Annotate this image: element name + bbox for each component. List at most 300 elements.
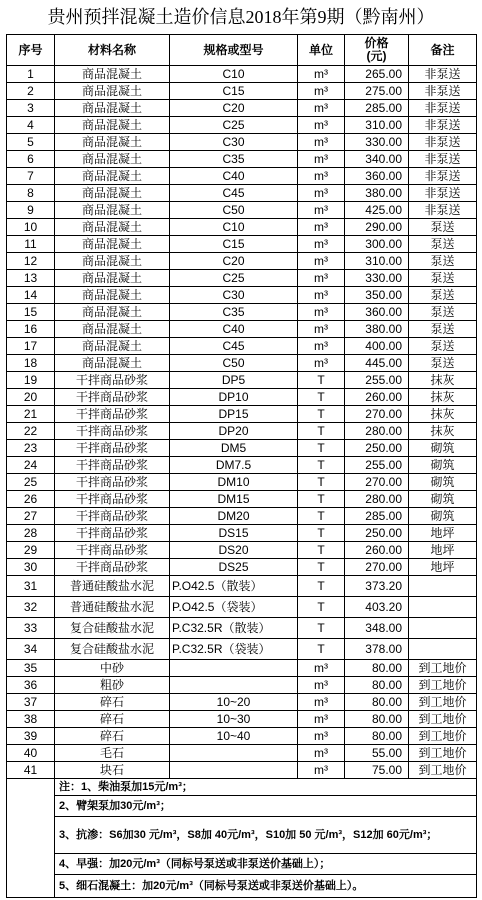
cell-name: 商品混凝土 [55,236,170,253]
cell-spec: DP15 [170,406,298,423]
cell-no: 20 [7,389,55,406]
cell-no: 26 [7,491,55,508]
table-row [7,202,477,219]
table-row [7,236,477,253]
cell-note: 地坪 [409,559,477,576]
cell-no: 11 [7,236,55,253]
table-row [7,745,477,762]
cell-price: 330.00 [345,134,409,151]
table-row [7,66,477,83]
cell-spec: DS20 [170,542,298,559]
cell-name: 干拌商品砂浆 [55,406,170,423]
cell-spec: DM10 [170,474,298,491]
table-row [7,185,477,202]
table-row [7,219,477,236]
table-row [7,491,477,508]
cell-no: 16 [7,321,55,338]
cell-no: 15 [7,304,55,321]
note-row [7,779,477,796]
cell-spec: C40 [170,168,298,185]
cell-spec: C35 [170,151,298,168]
cell-spec [170,745,298,762]
table-row [7,660,477,677]
cell-note: 砌筑 [409,457,477,474]
cell-note: 非泵送 [409,168,477,185]
cell-name: 干拌商品砂浆 [55,372,170,389]
cell-name: 干拌商品砂浆 [55,559,170,576]
cell-spec: DM20 [170,508,298,525]
cell-price: 80.00 [345,677,409,694]
cell-price: 300.00 [345,236,409,253]
table-row [7,338,477,355]
cell-no: 17 [7,338,55,355]
cell-no: 35 [7,660,55,677]
cell-spec: 10~20 [170,694,298,711]
table-row [7,525,477,542]
cell-unit: m³ [298,711,345,728]
table-row [7,134,477,151]
cell-no: 10 [7,219,55,236]
table-row [7,321,477,338]
cell-unit: m³ [298,100,345,117]
cell-spec: P.C32.5R（散装） [170,618,298,639]
cell-unit: m³ [298,66,345,83]
cell-note: 砌筑 [409,440,477,457]
cell-unit: T [298,406,345,423]
cell-unit: m³ [298,321,345,338]
cell-name: 商品混凝土 [55,83,170,100]
cell-unit: T [298,372,345,389]
table-row [7,576,477,597]
table-row [7,542,477,559]
cell-no: 28 [7,525,55,542]
cell-no: 1 [7,66,55,83]
cell-note [409,618,477,639]
cell-name: 碎石 [55,694,170,711]
cell-name: 干拌商品砂浆 [55,389,170,406]
cell-spec [170,677,298,694]
cell-unit: m³ [298,236,345,253]
cell-no: 29 [7,542,55,559]
cell-no: 8 [7,185,55,202]
cell-no: 4 [7,117,55,134]
cell-unit: m³ [298,728,345,745]
cell-no: 24 [7,457,55,474]
cell-name: 复合硅酸盐水泥 [55,618,170,639]
cell-unit: T [298,508,345,525]
cell-note: 泵送 [409,338,477,355]
cell-spec: DP10 [170,389,298,406]
cell-name: 干拌商品砂浆 [55,542,170,559]
cell-unit: T [298,618,345,639]
cell-name: 干拌商品砂浆 [55,423,170,440]
cell-name: 商品混凝土 [55,253,170,270]
cell-unit: T [298,389,345,406]
cell-no: 41 [7,762,55,779]
cell-spec: C30 [170,287,298,304]
cell-unit: m³ [298,134,345,151]
cell-note: 非泵送 [409,151,477,168]
cell-price: 280.00 [345,423,409,440]
cell-spec: DP5 [170,372,298,389]
cell-spec: C10 [170,66,298,83]
cell-note: 抹灰 [409,389,477,406]
cell-price: 400.00 [345,338,409,355]
note-row [7,817,477,854]
note-1: 注：1、柴油泵加15元/m³； [55,779,477,796]
cell-spec: P.O42.5（散装） [170,576,298,597]
cell-note: 砌筑 [409,508,477,525]
cell-name: 碎石 [55,728,170,745]
cell-name: 干拌商品砂浆 [55,491,170,508]
note-5: 5、细石混凝土：加20元/m³（同标号泵送或非泵送价基础上）。 [55,875,477,898]
cell-name: 干拌商品砂浆 [55,457,170,474]
cell-note: 泵送 [409,355,477,372]
cell-price: 373.20 [345,576,409,597]
cell-name: 商品混凝土 [55,66,170,83]
cell-no: 27 [7,508,55,525]
cell-unit: m³ [298,745,345,762]
cell-unit: T [298,440,345,457]
cell-note: 到工地价 [409,745,477,762]
cell-name: 碎石 [55,711,170,728]
cell-note: 非泵送 [409,185,477,202]
cell-note: 泵送 [409,236,477,253]
cell-price: 80.00 [345,711,409,728]
cell-price: 280.00 [345,491,409,508]
cell-unit: m³ [298,185,345,202]
cell-unit: m³ [298,338,345,355]
cell-unit: m³ [298,202,345,219]
cell-note: 抹灰 [409,423,477,440]
header-row [7,35,477,66]
cell-name: 复合硅酸盐水泥 [55,639,170,660]
cell-note: 泵送 [409,253,477,270]
cell-note: 泵送 [409,321,477,338]
cell-name: 商品混凝土 [55,219,170,236]
cell-note: 到工地价 [409,694,477,711]
cell-price: 290.00 [345,219,409,236]
table-row [7,677,477,694]
cell-unit: m³ [298,287,345,304]
cell-note: 非泵送 [409,100,477,117]
cell-name: 商品混凝土 [55,134,170,151]
cell-note: 砌筑 [409,491,477,508]
header-unit: 单位 [298,35,345,66]
cell-note: 到工地价 [409,677,477,694]
cell-no: 38 [7,711,55,728]
cell-name: 干拌商品砂浆 [55,508,170,525]
cell-no: 33 [7,618,55,639]
table-row [7,559,477,576]
cell-note: 抹灰 [409,406,477,423]
cell-unit: T [298,576,345,597]
cell-spec: C25 [170,270,298,287]
table-row [7,728,477,745]
cell-price: 378.00 [345,639,409,660]
cell-price: 285.00 [345,508,409,525]
cell-no: 30 [7,559,55,576]
cell-price: 275.00 [345,83,409,100]
table-row [7,355,477,372]
cell-note: 到工地价 [409,728,477,745]
cell-no: 34 [7,639,55,660]
cell-price: 260.00 [345,542,409,559]
cell-unit: m³ [298,304,345,321]
cell-no: 13 [7,270,55,287]
cell-note: 非泵送 [409,83,477,100]
cell-unit: m³ [298,355,345,372]
cell-spec: P.O42.5（袋装） [170,597,298,618]
cell-unit: T [298,597,345,618]
cell-note [409,597,477,618]
cell-no: 37 [7,694,55,711]
cell-spec: C30 [170,134,298,151]
cell-unit: T [298,525,345,542]
cell-name: 普通硅酸盐水泥 [55,576,170,597]
cell-price: 340.00 [345,151,409,168]
cell-note: 砌筑 [409,474,477,491]
cell-spec [170,660,298,677]
cell-no: 22 [7,423,55,440]
cell-name: 商品混凝土 [55,185,170,202]
cell-unit: T [298,423,345,440]
cell-unit: T [298,457,345,474]
cell-spec: C20 [170,253,298,270]
table-row [7,117,477,134]
cell-note: 泵送 [409,304,477,321]
cell-spec: DM5 [170,440,298,457]
cell-price: 80.00 [345,728,409,745]
cell-no: 6 [7,151,55,168]
cell-name: 商品混凝土 [55,168,170,185]
cell-spec: C35 [170,304,298,321]
cell-spec: C40 [170,321,298,338]
cell-no: 7 [7,168,55,185]
cell-spec: 10~40 [170,728,298,745]
cell-note: 到工地价 [409,660,477,677]
cell-no: 19 [7,372,55,389]
table-row [7,711,477,728]
cell-name: 商品混凝土 [55,270,170,287]
cell-note: 到工地价 [409,762,477,779]
cell-spec: DM15 [170,491,298,508]
table-row [7,474,477,491]
cell-spec: C10 [170,219,298,236]
cell-price: 255.00 [345,372,409,389]
cell-price: 255.00 [345,457,409,474]
table-row [7,440,477,457]
cell-price: 80.00 [345,694,409,711]
cell-no: 25 [7,474,55,491]
cell-price: 425.00 [345,202,409,219]
table-row [7,151,477,168]
cell-price: 310.00 [345,117,409,134]
cell-price: 350.00 [345,287,409,304]
cell-note: 泵送 [409,219,477,236]
cell-no: 32 [7,597,55,618]
cell-note: 地坪 [409,525,477,542]
cell-no: 36 [7,677,55,694]
note-4: 4、早强：加20元/m³（同标号泵送或非泵送价基础上）； [55,854,477,875]
cell-note: 地坪 [409,542,477,559]
cell-unit: m³ [298,117,345,134]
cell-unit: T [298,474,345,491]
table-row [7,83,477,100]
price-table [6,34,477,898]
cell-unit: m³ [298,83,345,100]
cell-spec [170,762,298,779]
header-no: 序号 [7,35,55,66]
cell-spec: DP20 [170,423,298,440]
cell-price: 360.00 [345,168,409,185]
cell-name: 商品混凝土 [55,151,170,168]
cell-no: 3 [7,100,55,117]
note-row [7,796,477,817]
cell-name: 粗砂 [55,677,170,694]
cell-price: 250.00 [345,440,409,457]
cell-spec: P.C32.5R（袋装） [170,639,298,660]
table-row [7,457,477,474]
table-row [7,406,477,423]
cell-note: 泵送 [409,287,477,304]
cell-name: 商品混凝土 [55,355,170,372]
table-row [7,762,477,779]
cell-price: 270.00 [345,406,409,423]
cell-name: 商品混凝土 [55,338,170,355]
table-row [7,100,477,117]
cell-price: 310.00 [345,253,409,270]
cell-no: 9 [7,202,55,219]
cell-note: 到工地价 [409,711,477,728]
cell-no: 40 [7,745,55,762]
cell-price: 260.00 [345,389,409,406]
cell-price: 380.00 [345,321,409,338]
cell-spec: C45 [170,185,298,202]
cell-price: 75.00 [345,762,409,779]
cell-note: 泵送 [409,270,477,287]
cell-price: 55.00 [345,745,409,762]
cell-unit: m³ [298,151,345,168]
cell-price: 380.00 [345,185,409,202]
cell-unit: m³ [298,677,345,694]
cell-name: 块石 [55,762,170,779]
table-row [7,618,477,639]
cell-unit: m³ [298,762,345,779]
cell-unit: m³ [298,694,345,711]
cell-note [409,576,477,597]
cell-price: 265.00 [345,66,409,83]
cell-name: 中砂 [55,660,170,677]
cell-no: 5 [7,134,55,151]
cell-unit: m³ [298,219,345,236]
table-row [7,253,477,270]
cell-spec: C15 [170,236,298,253]
cell-no: 21 [7,406,55,423]
table-row [7,508,477,525]
cell-spec: C15 [170,83,298,100]
header-note: 备注 [409,35,477,66]
cell-name: 商品混凝土 [55,287,170,304]
cell-note: 抹灰 [409,372,477,389]
cell-no: 14 [7,287,55,304]
cell-no: 12 [7,253,55,270]
cell-note: 非泵送 [409,117,477,134]
cell-price: 250.00 [345,525,409,542]
table-row [7,168,477,185]
cell-no: 23 [7,440,55,457]
cell-no: 2 [7,83,55,100]
cell-spec: DS25 [170,559,298,576]
cell-name: 毛石 [55,745,170,762]
cell-spec: C50 [170,202,298,219]
cell-spec: C20 [170,100,298,117]
table-row [7,304,477,321]
cell-name: 商品混凝土 [55,202,170,219]
cell-name: 商品混凝土 [55,117,170,134]
note-3: 3、抗渗：S6加30 元/m³，S8加 40元/m³，S10加 50 元/m³，S12加 60元/m³； [55,817,477,854]
cell-unit: T [298,639,345,660]
cell-name: 干拌商品砂浆 [55,474,170,491]
table-row [7,270,477,287]
cell-no: 39 [7,728,55,745]
cell-unit: m³ [298,168,345,185]
header-name: 材料名称 [55,35,170,66]
cell-name: 商品混凝土 [55,304,170,321]
cell-price: 348.00 [345,618,409,639]
cell-no: 31 [7,576,55,597]
cell-spec: DS15 [170,525,298,542]
cell-note: 非泵送 [409,66,477,83]
cell-no: 18 [7,355,55,372]
cell-note: 非泵送 [409,134,477,151]
cell-price: 270.00 [345,474,409,491]
note-2: 2、臂架泵加30元/m³； [55,796,477,817]
cell-unit: T [298,559,345,576]
cell-name: 普通硅酸盐水泥 [55,597,170,618]
cell-spec: DM7.5 [170,457,298,474]
cell-unit: T [298,542,345,559]
cell-price: 270.00 [345,559,409,576]
cell-spec: C45 [170,338,298,355]
cell-spec: C25 [170,117,298,134]
cell-unit: m³ [298,253,345,270]
note-row [7,854,477,875]
table-row [7,597,477,618]
cell-name: 干拌商品砂浆 [55,525,170,542]
cell-spec: 10~30 [170,711,298,728]
table-row [7,694,477,711]
cell-note [409,639,477,660]
cell-price: 445.00 [345,355,409,372]
table-row [7,372,477,389]
cell-price: 360.00 [345,304,409,321]
cell-name: 干拌商品砂浆 [55,440,170,457]
header-price: 价格 (元) [345,35,409,66]
cell-name: 商品混凝土 [55,321,170,338]
page-title: 贵州预拌混凝土造价信息2018年第9期（黔南州） [47,7,435,27]
cell-price: 330.00 [345,270,409,287]
table-row [7,423,477,440]
cell-unit: T [298,491,345,508]
cell-unit: m³ [298,660,345,677]
header-spec: 规格或型号 [170,35,298,66]
cell-spec: C50 [170,355,298,372]
cell-price: 403.20 [345,597,409,618]
cell-note: 非泵送 [409,202,477,219]
table-row [7,639,477,660]
cell-name: 商品混凝土 [55,100,170,117]
